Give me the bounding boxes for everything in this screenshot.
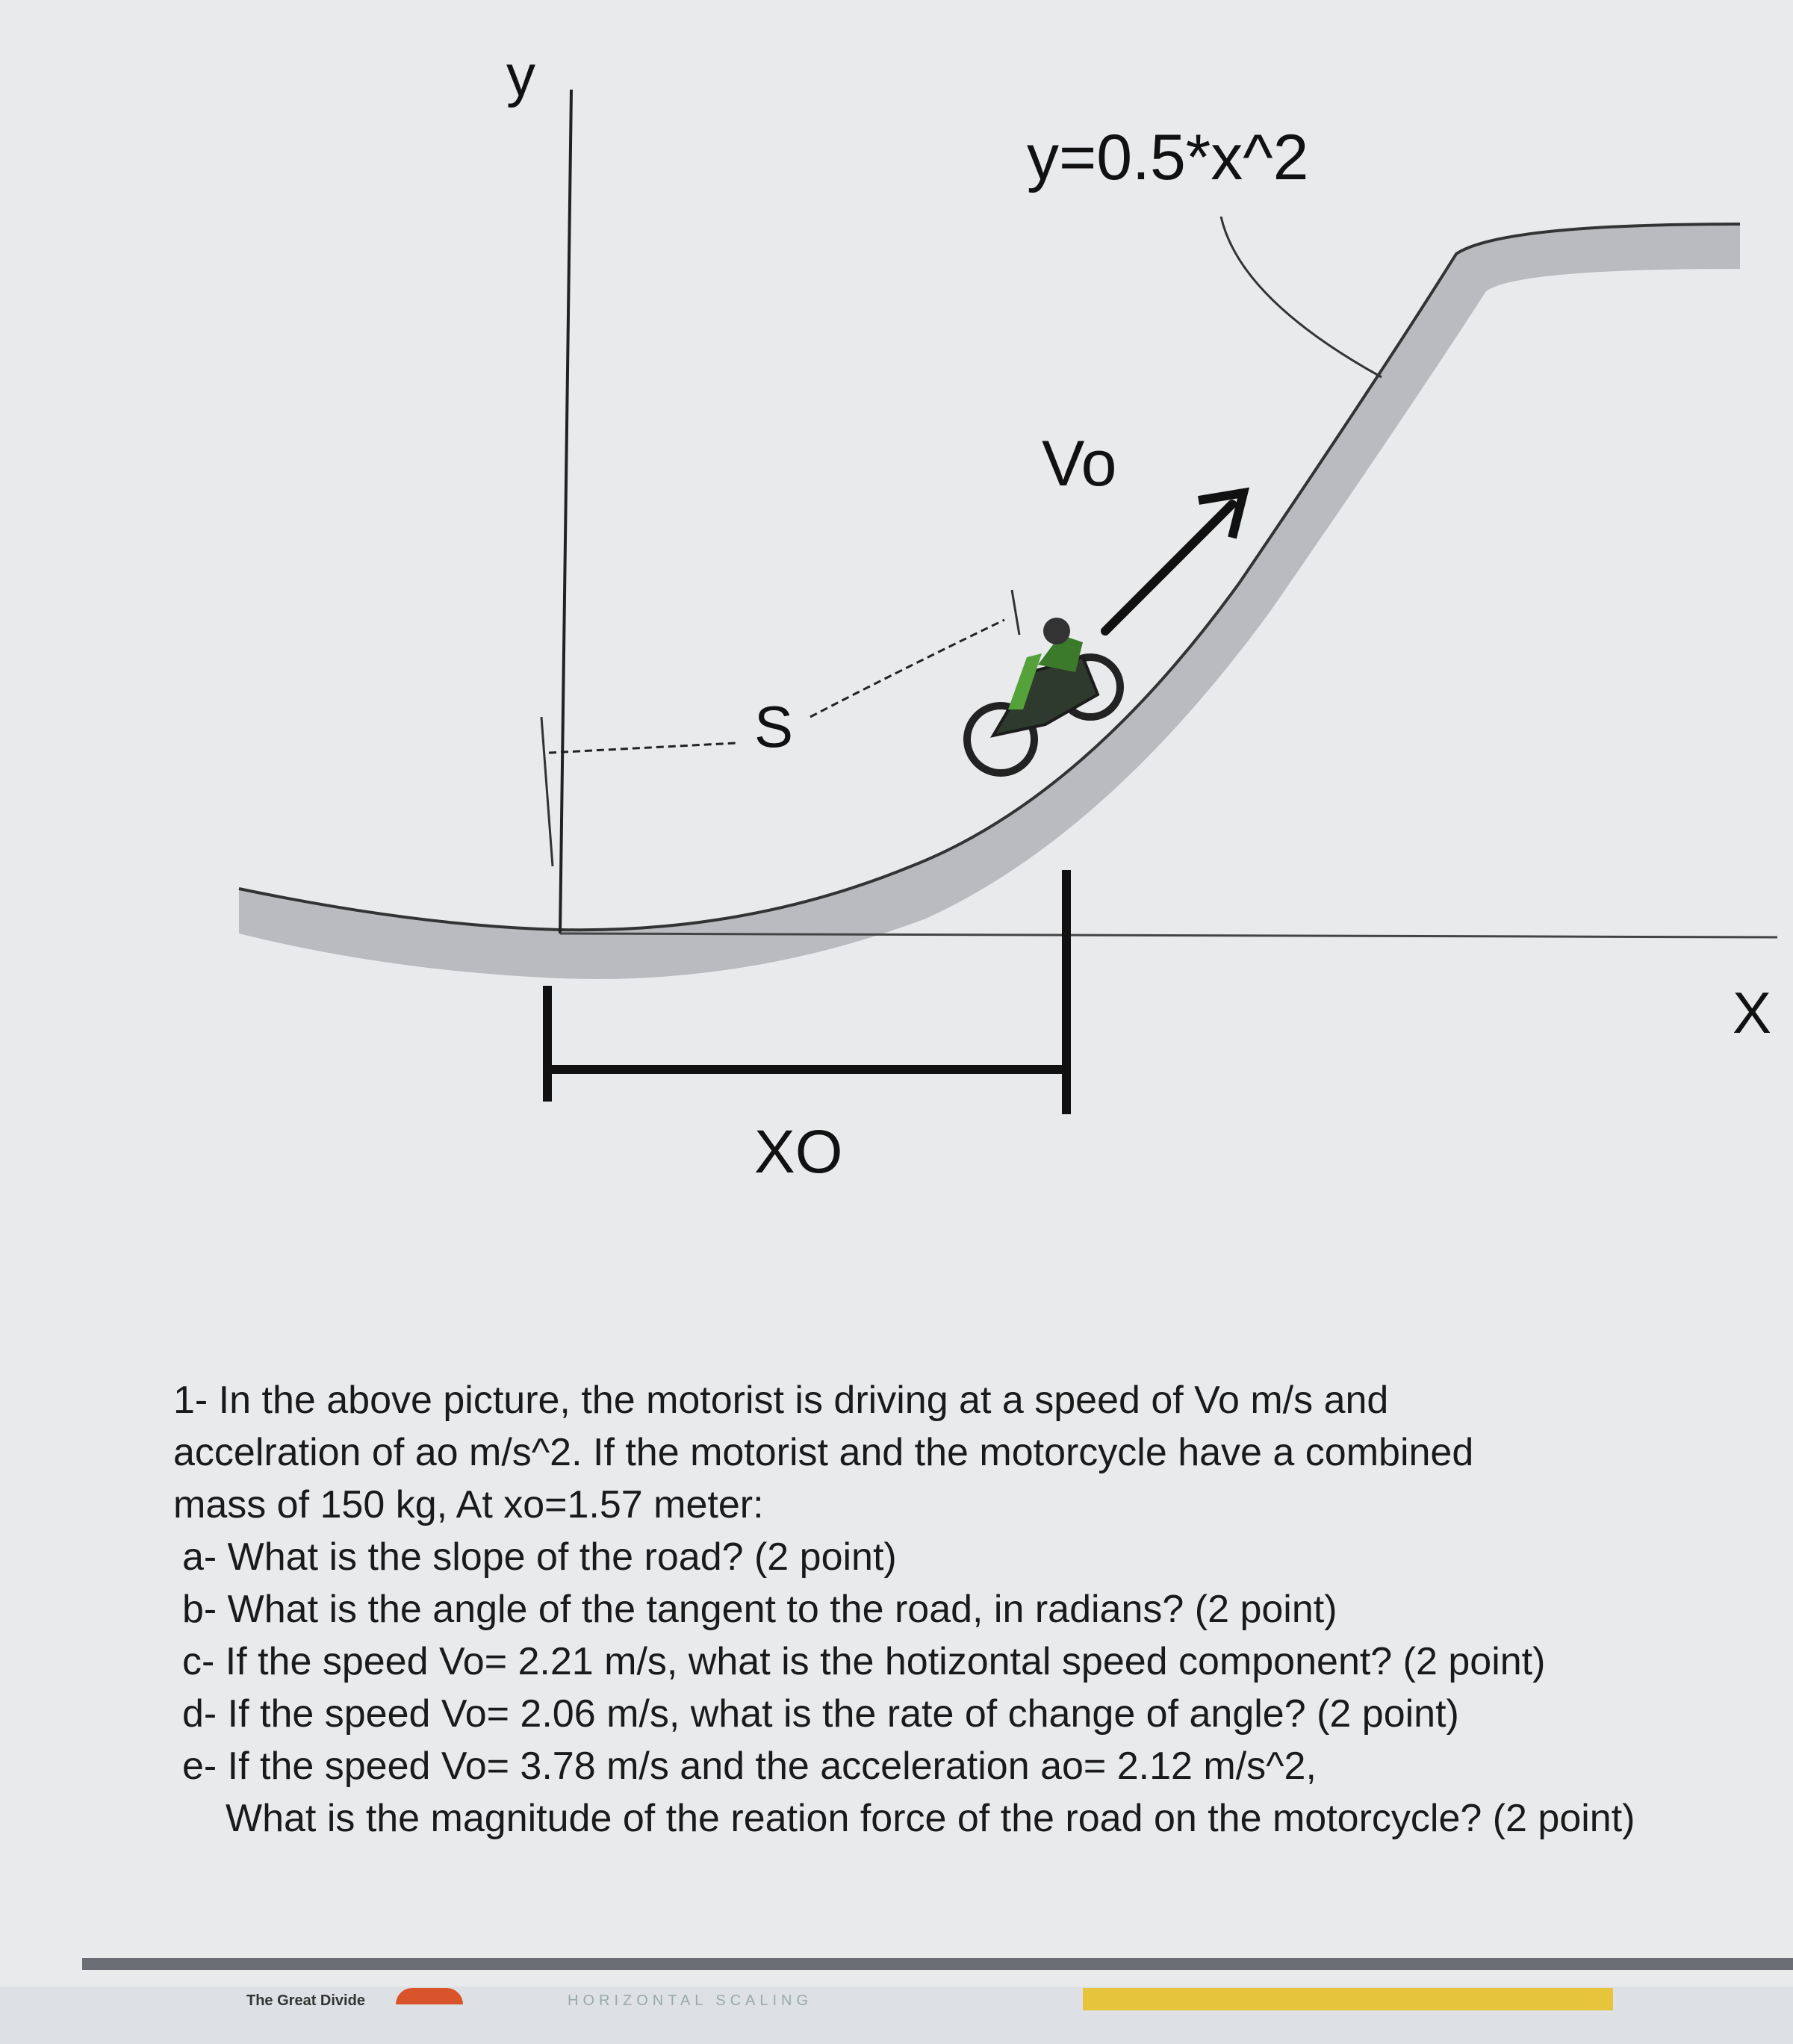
- tab-accent-marker: [396, 1988, 463, 2004]
- screen-divider: [82, 1958, 1793, 1970]
- equation-label: y=0.5*x^2: [1027, 122, 1309, 193]
- intro-line-1: 1- In the above picture, the motorist is driving at a speed of Vo m/s and: [173, 1379, 1389, 1422]
- intro-line-3: mass of 150 kg, At xo=1.57 meter:: [173, 1483, 764, 1526]
- equation-leader: [1221, 217, 1382, 377]
- road-surface: [239, 224, 1740, 979]
- velocity-arrow: [1105, 504, 1232, 631]
- intro-line-2: accelration of ao m/s^2. If the motorist and the motorcycle have a combined: [173, 1431, 1474, 1474]
- problem-statement: [173, 1374, 1779, 1845]
- road-edge: [239, 224, 1740, 930]
- question-a: a- What is the slope of the road? (2 point): [182, 1535, 897, 1579]
- s-tick-right: [1012, 590, 1019, 635]
- x-axis-label: X: [1733, 980, 1772, 1046]
- s-tick-left: [541, 717, 553, 866]
- question-e-continued: What is the magnitude of the reation force of the road on the motorcycle? (2 point): [226, 1797, 1635, 1840]
- tab-great-divide[interactable]: The Great Divide: [246, 1992, 365, 2009]
- question-e: e- If the speed Vo= 3.78 m/s and the acceleration ao= 2.12 m/s^2,: [182, 1745, 1317, 1788]
- y-axis-label: y: [506, 43, 535, 108]
- tab-horizontal-scaling[interactable]: HORIZONTAL SCALING: [568, 1992, 813, 2009]
- arc-length-label: S: [754, 694, 794, 759]
- question-b: b- What is the angle of the tangent to the road, in radians? (2 point): [182, 1588, 1337, 1631]
- tab-highlight: [1083, 1988, 1613, 2010]
- y-axis: [560, 90, 571, 934]
- velocity-label: Vo: [1042, 428, 1117, 500]
- question-c: c- If the speed Vo= 2.21 m/s, what is the hotizontal speed component? (2 point): [182, 1640, 1546, 1683]
- question-d: d- If the speed Vo= 2.06 m/s, what is the rate of change of angle? (2 point): [182, 1692, 1459, 1736]
- xo-label: XO: [754, 1118, 843, 1186]
